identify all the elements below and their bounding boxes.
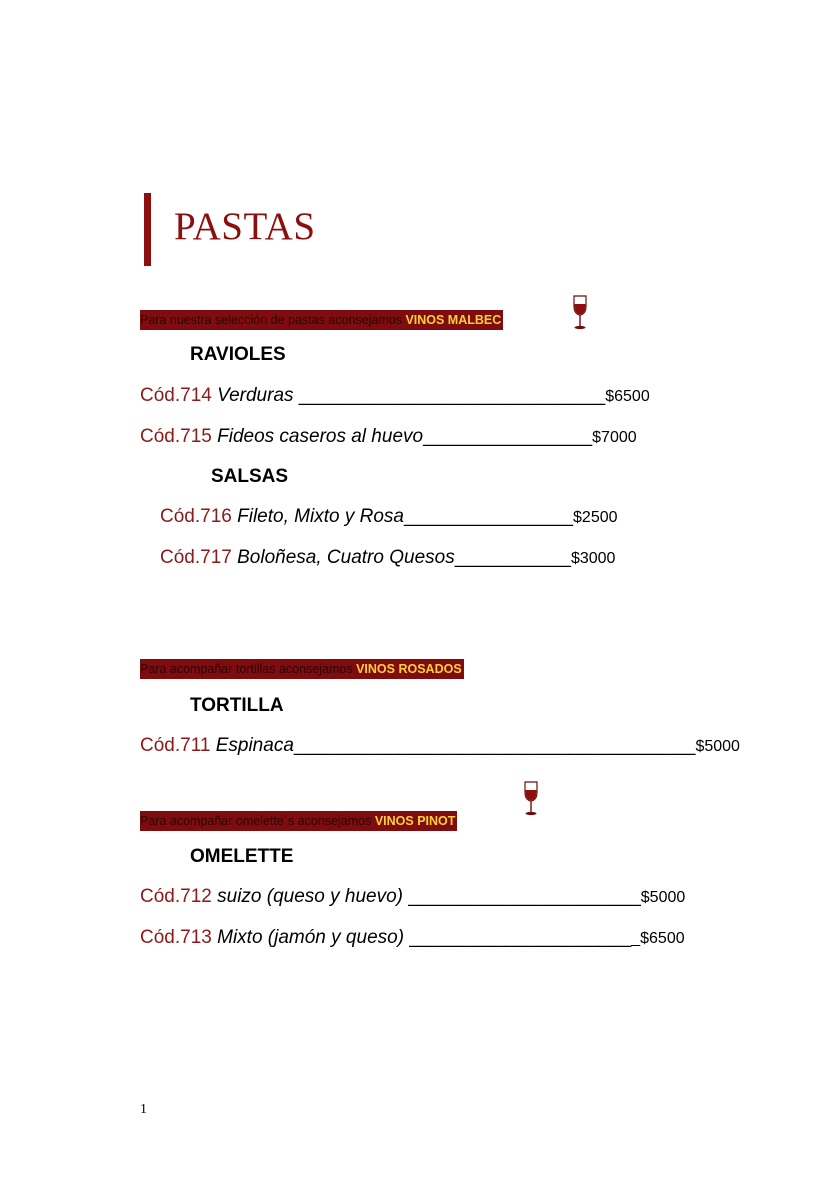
item-code: Cód.712 bbox=[140, 886, 212, 907]
section-heading-omelette: OMELETTE bbox=[190, 846, 294, 867]
item-name: Fileto, Mixto y Rosa bbox=[237, 506, 404, 527]
menu-item bbox=[140, 886, 685, 908]
item-code: Cód.717 bbox=[160, 547, 232, 568]
wine-recommendation-banner bbox=[140, 310, 503, 330]
title-accent-bar bbox=[144, 193, 151, 266]
item-price: $7000 bbox=[592, 429, 637, 446]
item-leader: _____________________ bbox=[404, 927, 632, 948]
item-code: Cód.716 bbox=[160, 506, 232, 527]
wine-recommendation-banner bbox=[140, 811, 457, 831]
menu-item bbox=[160, 547, 615, 569]
item-leader: ______________________ bbox=[403, 886, 641, 907]
banner-wine: VINOS ROSADOS bbox=[356, 662, 462, 676]
banner-text: Para acompañar omelette´s aconsejamos bbox=[140, 814, 375, 828]
page-number: 1 bbox=[140, 1102, 147, 1117]
item-leader: ________________ bbox=[403, 506, 574, 527]
wine-glass-icon bbox=[523, 781, 539, 817]
item-leader: ______________________________________ bbox=[293, 735, 696, 756]
item-name: suizo (queso y huevo) bbox=[217, 886, 404, 907]
item-price: $6500 bbox=[605, 388, 650, 405]
banner-wine: VINOS MALBEC bbox=[405, 313, 502, 327]
item-name: Fideos caseros al huevo bbox=[217, 426, 424, 447]
section-heading-salsas: SALSAS bbox=[211, 466, 289, 487]
banner-text: Para acompañar tortillas aconsejamos bbox=[140, 662, 357, 676]
menu-item bbox=[140, 927, 685, 949]
item-code: Cód.714 bbox=[140, 385, 212, 406]
menu-item bbox=[140, 385, 650, 407]
item-leader: _____________________________ bbox=[293, 385, 606, 406]
item-name: Espinaca bbox=[215, 735, 294, 756]
item-price: $5000 bbox=[695, 738, 740, 755]
menu-item bbox=[160, 506, 618, 528]
item-code: Cód.711 bbox=[140, 735, 211, 756]
item-code: Cód.715 bbox=[140, 426, 212, 447]
item-price: _$6500 bbox=[631, 930, 685, 947]
section-heading-tortilla: TORTILLA bbox=[190, 695, 284, 716]
item-price: $5000 bbox=[640, 889, 686, 906]
page-title: PASTAS bbox=[174, 205, 316, 248]
wine-recommendation-banner bbox=[140, 659, 464, 679]
banner-wine: VINOS PINOT bbox=[374, 814, 456, 828]
wine-glass-icon bbox=[572, 295, 588, 331]
section-heading-ravioles: RAVIOLES bbox=[190, 344, 286, 365]
item-leader: ________________ bbox=[423, 426, 593, 447]
item-name: Verduras bbox=[217, 385, 294, 406]
item-name: Boloñesa, Cuatro Quesos bbox=[237, 547, 455, 568]
banner-text: Para nuestra selección de pastas aconsejamos bbox=[140, 313, 406, 327]
item-price: $2500 bbox=[573, 509, 618, 526]
item-name: Mixto (jamón y queso) bbox=[217, 927, 405, 948]
menu-item bbox=[140, 735, 740, 757]
menu-item bbox=[140, 426, 637, 448]
item-price: $3000 bbox=[570, 550, 616, 567]
item-leader: ___________ bbox=[454, 547, 571, 568]
item-code: Cód.713 bbox=[140, 927, 212, 948]
